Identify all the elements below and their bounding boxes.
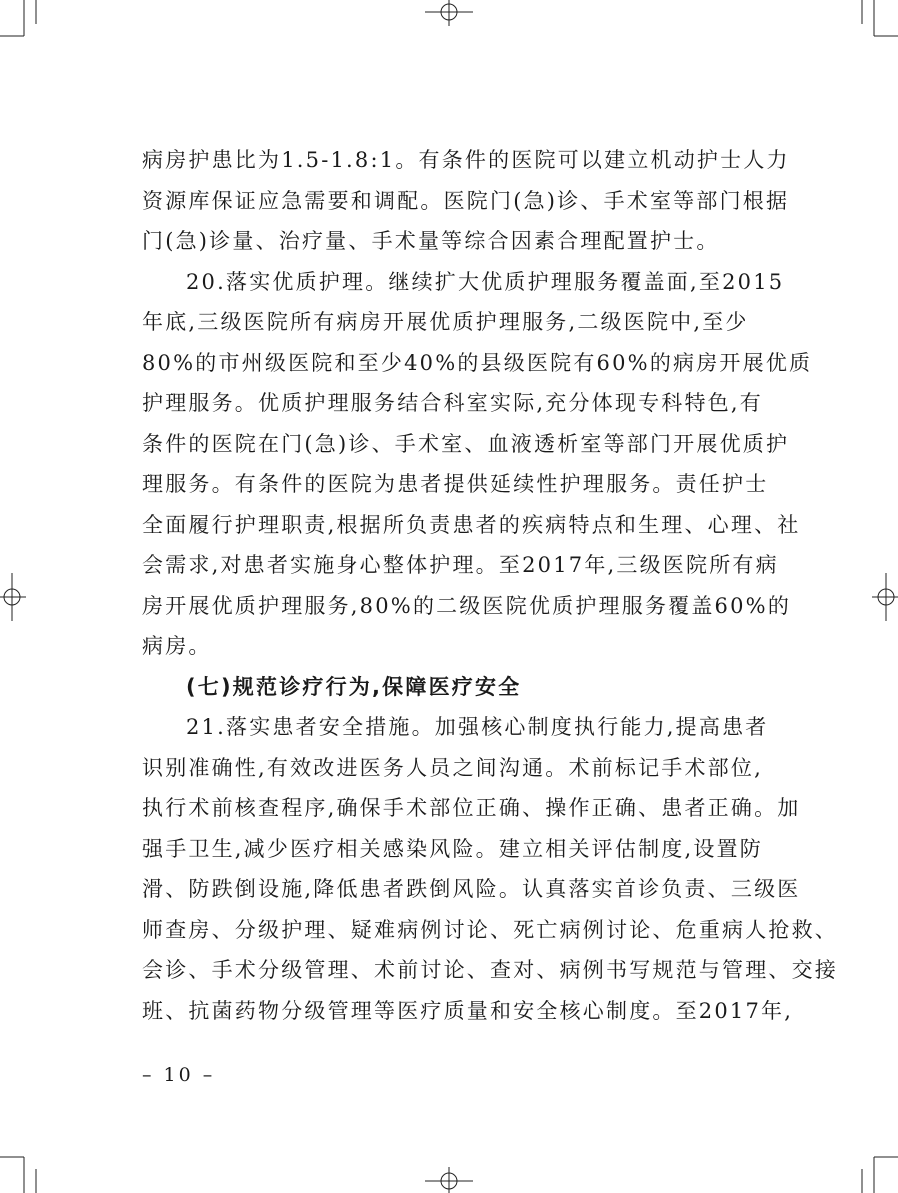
paragraph-line: 房开展优质护理服务,80%的二级医院优质护理服务覆盖60%的 <box>142 593 792 618</box>
paragraph-line: 资源库保证应急需要和调配。医院门(急)诊、手术室等部门根据 <box>142 188 790 213</box>
paragraph-line: 80%的市州级医院和至少40%的县级医院有60%的病房开展优质 <box>142 350 813 375</box>
paragraph-line: 会诊、手术分级管理、术前讨论、查对、病例书写规范与管理、交接 <box>142 958 838 982</box>
document-body <box>142 140 838 1031</box>
paragraph-line: 病房。 <box>142 634 212 658</box>
paragraph-line: 条件的医院在门(急)诊、手术室、血液透析室等部门开展优质护 <box>142 431 790 456</box>
paragraph-line: 理服务。有条件的医院为患者提供延续性护理服务。责任护士 <box>142 472 769 496</box>
paragraph-line: 门(急)诊量、治疗量、手术量等综合因素合理配置护士。 <box>142 229 720 253</box>
paragraph-line: 滑、防跌倒设施,降低患者跌倒风险。认真落实首诊负责、三级医 <box>142 877 801 901</box>
paragraph-line: 执行术前核查程序,确保手术部位正确、操作正确、患者正确。加 <box>142 796 801 820</box>
paragraph-line: 班、抗菌药物分级管理等医疗质量和安全核心制度。至2017年, <box>142 998 794 1023</box>
paragraph-line: 年底,三级医院所有病房开展优质护理服务,二级医院中,至少 <box>142 310 749 334</box>
page-number: – 10 – <box>142 1064 216 1086</box>
paragraph-line: 21.落实患者安全措施。加强核心制度执行能力,提高患者 <box>186 715 769 739</box>
paragraph-line: 20.落实优质护理。继续扩大优质护理服务覆盖面,至2015 <box>186 269 785 294</box>
paragraph-line: 识别准确性,有效改进医务人员之间沟通。术前标记手术部位, <box>142 755 763 780</box>
paragraph-line: 师查房、分级护理、疑难病例讨论、死亡病例讨论、危重病人抢救、 <box>142 917 838 942</box>
paragraph-line: 全面履行护理职责,根据所负责患者的疾病特点和生理、心理、社 <box>142 512 801 537</box>
paragraph-line: 会需求,对患者实施身心整体护理。至2017年,三级医院所有病 <box>142 553 779 577</box>
paragraph-line: 强手卫生,减少医疗相关感染风险。建立相关评估制度,设置防 <box>142 836 763 861</box>
paragraph-line: 病房护患比为1.5-1.8:1。有条件的医院可以建立机动护士人力 <box>142 148 790 172</box>
paragraph-line: 护理服务。优质护理服务结合科室实际,充分体现专科特色,有 <box>142 391 763 415</box>
section-heading: (七)规范诊疗行为,保障医疗安全 <box>186 674 522 699</box>
